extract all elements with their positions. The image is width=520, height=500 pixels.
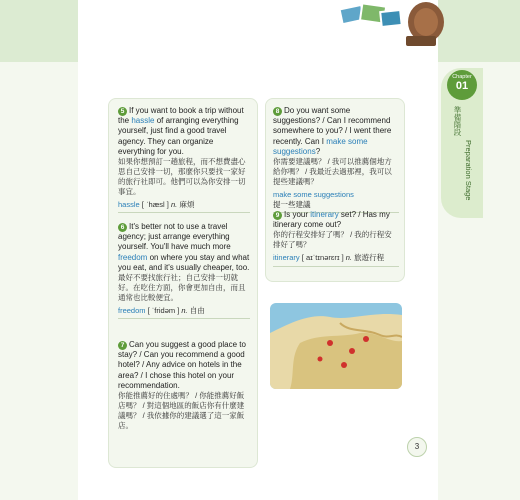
- gloss-meaning: 自由: [189, 306, 205, 316]
- gloss-part-of-speech: n.: [170, 200, 178, 210]
- entry-chinese-translation: 最好不要找旅行社；自己安排一切就好。在吃住方面，你會更加自由，而且通常也比較便宜。: [118, 273, 246, 303]
- entry-chinese-translation: 如果你想預訂一趟旅程，而不想費盡心思自己安排一切，那麼你只要找一家好的旅行社即可。他們可以為你安排一切事宜。: [118, 157, 246, 197]
- phrase-entry: [118, 222, 250, 319]
- entry-chinese-translation: 你需要建議嗎？ / 我可以推薦個地方給你嗎？ / 我最近去過那裡，我可以提些建議嗎？: [273, 157, 392, 187]
- entry-english-text: Is your: [284, 210, 311, 219]
- gloss-phonetic: [ aɪˈtɪnərɛrɪ ]: [301, 253, 344, 263]
- entry-english-text: Can you suggest a good place to stay? / Can you recommend a good hotel? / Any advice on hotels in the area? / I chose this hotel on your recommendation.: [118, 340, 246, 390]
- entry-keyword: itinerary: [310, 210, 339, 219]
- europe-map-photo: [270, 303, 402, 389]
- entry-keyword: hassle: [131, 116, 155, 126]
- gloss-word: freedom: [118, 306, 146, 316]
- entry-number-badge: 9: [273, 211, 282, 220]
- entry-english-text: on where you stay and what you eat, and it's usually cheaper, too.: [118, 252, 250, 272]
- gloss-meaning: 麻煩: [179, 200, 195, 210]
- chapter-label: Chapter: [452, 74, 472, 80]
- phrase-entry: [118, 106, 250, 213]
- vocab-gloss: [273, 253, 399, 266]
- gloss-part-of-speech: n.: [181, 306, 188, 316]
- vocab-gloss: [118, 200, 250, 213]
- chapter-number: 01: [455, 80, 469, 92]
- entry-english-text: set? / Has my itinerary come out?: [273, 210, 390, 230]
- chapter-title-en: Preparation Stage: [464, 140, 473, 201]
- entry-number-badge: 8: [273, 107, 282, 116]
- entry-chinese-translation: 你的行程安排好了嗎？ / 我的行程安排好了嗎？: [273, 230, 392, 250]
- entry-chinese-translation: 你能推薦好的住處嗎？ / 你能推薦好飯店嗎？ / 對這個地區的飯店你有什麼建議嗎？ / 我依據你的建議選了這一家飯店。: [118, 391, 245, 431]
- chapter-title-zh: 準備階段: [453, 106, 462, 136]
- entry-number-badge: 5: [118, 107, 127, 116]
- entry-english-text: Do you want some suggestions? / Can I recommend somewhere to you? / I went there recently. Can I: [273, 106, 392, 146]
- entry-english-text: If you want to book a trip without the: [118, 106, 244, 126]
- gloss-meaning: 旅遊行程: [354, 253, 385, 263]
- entry-english-text: of arranging everything yourself, just find a good travel agency. They can organize everything for you.: [118, 116, 239, 156]
- phrase-entry: [273, 106, 399, 213]
- gloss-word: hassle: [118, 200, 140, 210]
- gloss-phonetic: [ ˈhæsl ]: [141, 200, 169, 210]
- entry-keyword: freedom: [118, 252, 148, 262]
- entry-number-badge: 6: [118, 223, 127, 232]
- gloss-meaning: 提一些建議: [273, 200, 311, 210]
- page-number: 3: [407, 437, 427, 457]
- gloss-part-of-speech: n.: [345, 253, 353, 263]
- phrase-entry: [273, 210, 399, 267]
- gloss-word: make some suggestions: [273, 190, 354, 200]
- vocab-gloss: [118, 306, 250, 319]
- gloss-phonetic: [ ˈfridəm ]: [147, 306, 180, 316]
- travel-photos-illustration: [334, 0, 444, 52]
- chapter-badge: [447, 70, 477, 100]
- entry-english-text: ?: [315, 146, 321, 156]
- phrase-entry: [118, 340, 250, 431]
- entry-number-badge: 7: [118, 341, 127, 350]
- entry-keyword: make some suggestions: [273, 136, 368, 156]
- gloss-word: itinerary: [273, 253, 300, 263]
- entry-english-text: It's better not to use a travel agency; just arrange everything yourself. You'll have much more: [118, 222, 231, 252]
